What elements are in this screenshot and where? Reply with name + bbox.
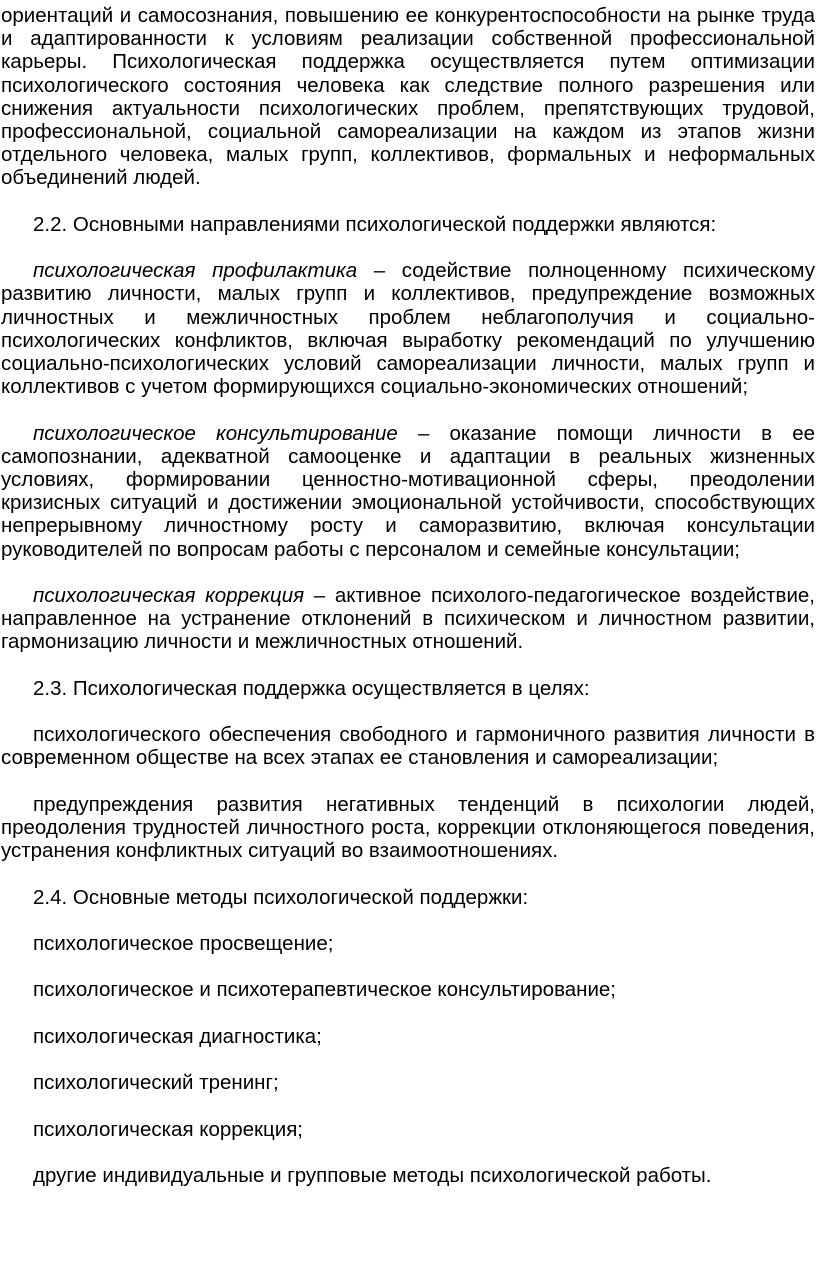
method-item: психологический тренинг; [33,1071,279,1095]
direction-term: психологическая профилактика [33,259,358,283]
direction-description: – активное психолого-педагогическое воздействие, направленное на устранение отклонений в психическом и личностном развитии, гармонизацию личности и межличностных отношений. [1,584,815,654]
goal-item: психологического обеспечения свободного и гармоничного развития личности в современном обществе на всех этапах ее становления и самореализации; [1,723,815,770]
direction-item-consulting [1,422,815,561]
method-item: другие индивидуальные и групповые методы психологической работы. [33,1163,712,1187]
intro-paragraph: ориентаций и самосознания, повышению ее конкурентоспособности на рынке труда и адаптированности к условиям реализации собственной профессиональной карьеры. Психологическая поддержка осуществляется путем оптимизации психологического состояния человека как следствие полного разрешения или снижения актуальности психологических проблем, препятствующих трудовой, профессиональной, социальной самореализации на каждом из этапов жизни отдельного человека, малых групп, коллективов, формальных и неформальных объединений людей. [1,4,815,190]
method-item: психологическое просвещение; [33,931,334,955]
method-item: психологическое и психотерапевтическое консультирование; [33,978,616,1002]
direction-item-prophylaxis [1,259,815,398]
direction-description: – содействие полноценному психическому развитию личности, малых групп и коллективов, предупреждение возможных личностных и межличностных проблем неблагополучия и социально-психологических конфликтов, включая выработку рекомендаций по улучшению социально-психологических условий самореализации личности, малых групп и коллективов с учетом формирующихся социально-экономических отношений; [1,259,815,399]
method-item: психологическая коррекция; [33,1117,304,1141]
direction-item-correction [1,584,815,654]
section-2-2-heading: 2.2. Основными направлениями психологической поддержки являются: [33,212,717,236]
section-2-4-heading: 2.4. Основные методы психологической поддержки: [33,885,529,909]
direction-term: психологическое консультирование [33,421,398,445]
direction-description: – оказание помощи личности в ее самопознании, адекватной самооценке и адаптации в реальных жизненных условиях, формировании ценностно-мотивационной сферы, преодолении кризисных ситуаций и достижении эмоциональной устойчивости, способствующих непрерывному личностному росту и саморазвитию, включая консультации руководителей по вопросам работы с персоналом и семейные консультации; [1,421,816,561]
direction-term: психологическая коррекция [33,584,305,608]
section-2-3-heading: 2.3. Психологическая поддержка осуществляется в целях: [33,676,590,700]
method-item: психологическая диагностика; [33,1024,322,1048]
goal-item: предупреждения развития негативных тенденций в психологии людей, преодоления трудностей личностного роста, коррекции отклоняющегося поведения, устранения конфликтных ситуаций во взаимоотношениях. [1,792,815,863]
